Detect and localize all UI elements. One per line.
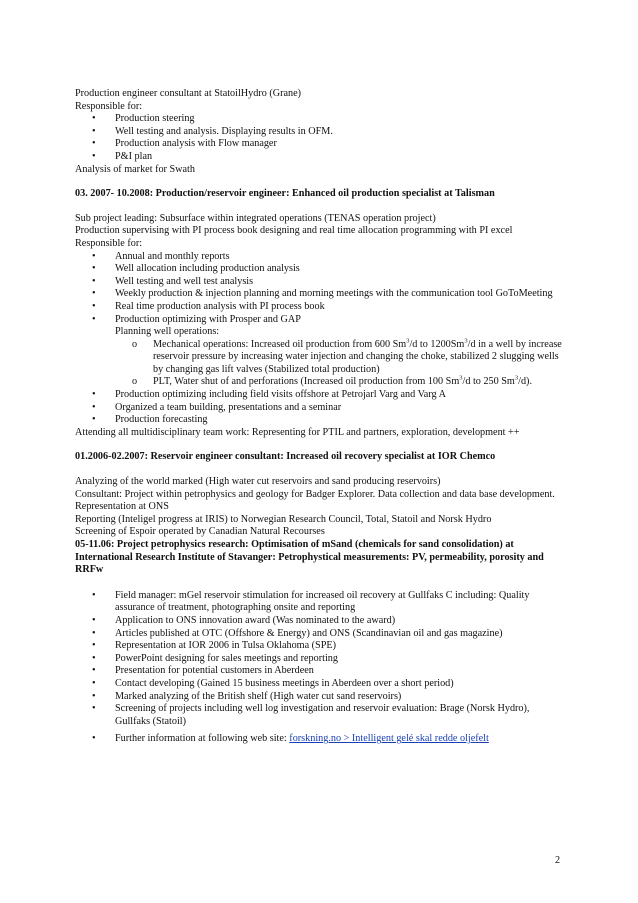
bullet-icon: •: [92, 733, 96, 745]
statoil-list: [75, 113, 567, 163]
list-item: • Organized a team building, presentations and a seminar: [92, 401, 342, 413]
list-item: o Mechanical operations: Increased oil production from 600 Sm$^3$/d to 1200Sm$^3$/d in a well by increase reservoir pressure by increasing water injection and changing the choke, stabilized 2 slugging wells by changing gas lift valves (Stabilized total production): [132, 337, 562, 375]
list-item: • Representation at IOR 2006 in Tulsa Oklahoma (SPE): [92, 640, 336, 652]
list-item: [75, 733, 567, 746]
talisman-list-a: [75, 251, 567, 327]
list-item: • Articles published at OTC (Offshore & Energy) and ONS (Scandinavian oil and gas magazine): [92, 627, 503, 639]
list-item: • Well testing and well test analysis: [92, 275, 254, 287]
bullet-icon: •: [92, 300, 96, 312]
further-info-link[interactable]: forskning.no > Intelligent gelé skal redde oljefelt: [289, 733, 489, 745]
page-content: [75, 88, 567, 746]
bullet-icon: •: [92, 677, 96, 689]
list-item: • PowerPoint designing for sales meetings and reporting: [92, 652, 338, 664]
list-item: o PLT, Water shut of and perforations (Increased oil production from 100 Sm$^3$/d to 250 Sm$^3$/d).: [132, 375, 532, 388]
list-item: • Application to ONS innovation award (Was nominated to the award): [92, 614, 396, 626]
ior-line: Representation at ONS: [75, 501, 169, 513]
list-item: • Well testing and analysis. Displaying results in OFM.: [92, 125, 333, 137]
talisman-sub2: Production supervising with PI process book designing and real time allocation programming with PI excel: [75, 225, 513, 237]
planning-label: Planning well operations:: [115, 326, 220, 338]
statoil-responsible: Responsible for:: [75, 100, 143, 112]
list-item: • Marked analyzing of the British shelf (High water cut sand reservoirs): [92, 690, 402, 702]
bullet-icon: •: [92, 313, 96, 325]
talisman-sub-list: [75, 339, 567, 389]
bullet-icon: •: [92, 125, 96, 137]
list-item: • Presentation for potential customers in Aberdeen: [92, 665, 314, 677]
bullet-icon: •: [92, 627, 96, 639]
ior-line: Analyzing of the world marked (High water cut reservoirs and sand producing reservoirs): [75, 476, 441, 488]
bullet-icon: •: [92, 414, 96, 426]
bullet-icon: •: [92, 640, 96, 652]
talisman-list-b: [75, 389, 567, 427]
list-item: • Production steering: [92, 113, 195, 125]
list-item: • Production forecasting: [92, 414, 208, 426]
talisman-responsible: Responsible for:: [75, 237, 143, 249]
ior-line: Reporting (Inteligel progress at IRIS) to Norwegian Research Council, Total, Statoil and Norsk Hydro: [75, 513, 492, 525]
list-item: • Annual and monthly reports: [92, 250, 230, 262]
circle-bullet-icon: o: [132, 376, 138, 388]
ior-further-list: [75, 733, 567, 746]
bullet-icon: •: [92, 690, 96, 702]
bullet-icon: •: [92, 288, 96, 300]
circle-bullet-icon: o: [132, 338, 138, 350]
further-prefix: Further information at following web site:: [115, 733, 290, 745]
list-item: • Screening of projects including well log investigation and reservoir evaluation: Brage (Norsk Hydro), Gullfaks (Statoil): [92, 703, 530, 727]
statoil-heading: Production engineer consultant at StatoilHydro (Grane): [75, 88, 302, 99]
list-item: • Production analysis with Flow manager: [92, 138, 277, 150]
statoil-tail: Analysis of market for Swath: [75, 163, 195, 175]
bullet-icon: •: [92, 150, 96, 162]
bullet-icon: •: [92, 138, 96, 150]
list-item: • Real time production analysis with PI process book: [92, 300, 325, 312]
list-item: • Field manager: mGel reservoir stimulation for increased oil recovery at Gullfaks C including: Quality assurance of treatment, photographing onsite and reporting: [92, 589, 530, 614]
ior-title: 01.2006-02.2007: Reservoir engineer consultant: Increased oil recovery specialist at IOR Chemco: [75, 451, 496, 463]
talisman-sub1: Sub project leading: Subsurface within integrated operations (TENAS operation project): [75, 212, 436, 224]
bullet-icon: •: [92, 275, 96, 287]
bullet-icon: •: [92, 703, 96, 715]
list-item: • Production optimizing including field visits offshore at Petrojarl Varg and Varg A: [92, 389, 446, 401]
bullet-icon: •: [92, 263, 96, 275]
bullet-icon: •: [92, 589, 96, 601]
bullet-icon: •: [92, 652, 96, 664]
talisman-attending: Attending all multidisciplinary team work: Representing for PTIL and partners, exploration, development ++: [75, 426, 520, 438]
bullet-icon: •: [92, 389, 96, 401]
bullet-icon: •: [92, 401, 96, 413]
ior-list: [75, 590, 567, 729]
ior-project-title: 05-11.06: Project petrophysics research: Optimisation of mSand (chemicals for sand consolidation) at International Research Institute of Stavanger: Petrophystical measurements: PV, permeability, porosity and RRFw: [75, 539, 544, 576]
list-item: • Production optimizing with Prosper and GAP: [92, 313, 301, 325]
bullet-icon: •: [92, 250, 96, 262]
bullet-icon: •: [92, 113, 96, 125]
list-item: • Well allocation including production analysis: [92, 263, 300, 275]
ior-line: Consultant: Project within petrophysics and geology for Badger Explorer. Data collection and data base development.: [75, 488, 555, 500]
bullet-icon: •: [92, 665, 96, 677]
talisman-title: 03. 2007- 10.2008: Production/reservoir engineer: Enhanced oil production specialist at Talisman: [75, 188, 495, 200]
bullet-icon: •: [92, 614, 96, 626]
page-number: 2: [555, 855, 561, 866]
list-item: • Weekly production & injection planning and morning meetings with the communication tool GoToMeeting: [92, 288, 553, 300]
list-item: • Contact developing (Gained 15 business meetings in Aberdeen over a short period): [92, 677, 454, 689]
list-item: • P&I plan: [92, 150, 153, 162]
ior-line: Screening of Espoir operated by Canadian Natural Recourses: [75, 526, 325, 538]
